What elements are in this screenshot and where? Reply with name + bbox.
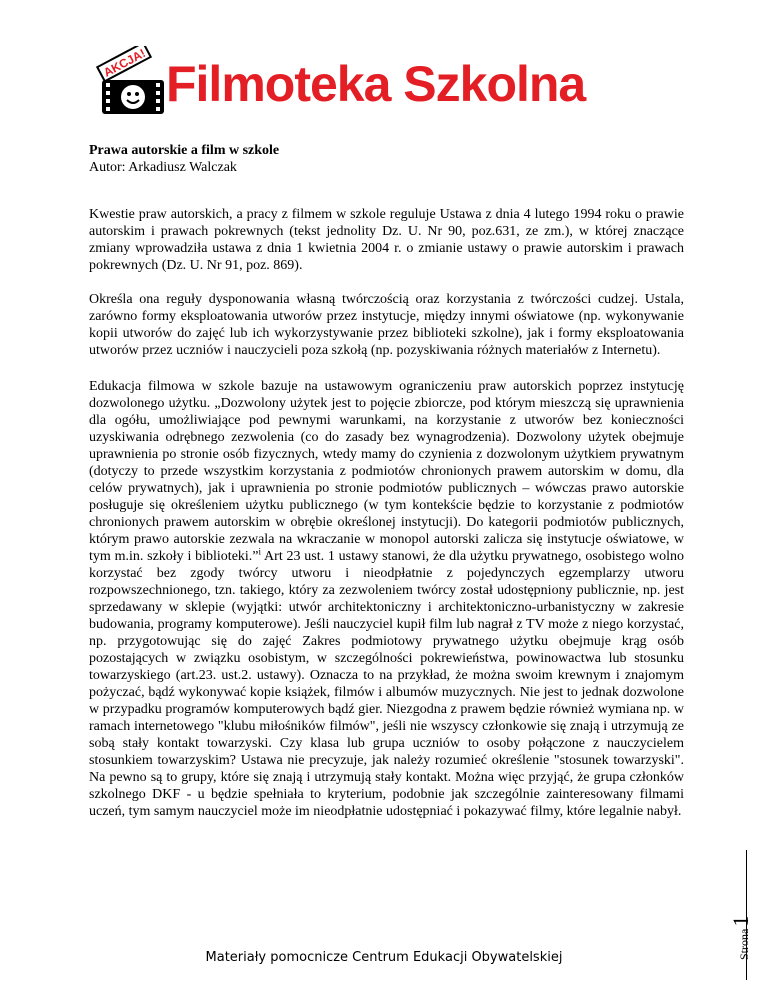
logo-wordmark: Filmoteka Szkolna	[166, 56, 586, 112]
page-number-mark	[724, 850, 753, 980]
page-footer: Materiały pomocnicze Centrum Edukacji Obywatelskiej	[205, 950, 563, 965]
paragraph-1: Kwestie praw autorskich, a pracy z filmem w szkole reguluje Ustawa z dnia 4 lutego 1994 roku o prawie autorskim i prawach pokrewnych (tekst jednolity Dz. U. Nr 90, poz.631, ze zm.), w której znaczące zmiany wprowadziła ustawa z dnia 1 kwietnia 2004 r. o zmianie ustawy o prawie autorskim i prawach pokrewnych (Dz. U. Nr 91, poz. 869).	[89, 207, 684, 273]
footnote-ref[interactable]: i	[258, 546, 262, 557]
document-title: Prawa autorskie a film w szkole	[89, 143, 280, 158]
logo-badge-text: AKCJA!	[101, 46, 148, 80]
paragraph-3	[89, 378, 684, 820]
page-number: 1	[728, 915, 753, 927]
document-author: Autor: Arkadiusz Walczak	[89, 160, 237, 175]
film-camera-emblem-icon	[96, 46, 170, 120]
page-number-rotated	[728, 850, 753, 960]
paragraph-3-part-b: Art 23 ust. 1 ustawy stanowi, że dla użytku prywatnego, osobistego wolno korzystać bez zgody twórcy utworu i nieodpłatnie z pojedynczych egzemplarzy utworu rozpowszechnionego, tzn. takiego, który za zezwoleniem twórcy został udostępniony publicznie, np. jest sprzedawany w sklepie (wyjątki: utwór architektoniczny i architektoniczno-urbanistyczny w zakresie budowania, programy komputerowe). Jeśli nauczyciel kupił film lub nagrał z TV może z niego korzystać, np. przygotowując się do zajęć Zakres podmiotowy prywatnego użytku obejmuje krąg osób pozostających w związku osobistym, w szczególności pokrewieństwa, powinowactwa lub stosunku towarzyskiego (art.23. ust.2. ustawy). Oznacza to na przykład, że można swoim krewnym i znajomym pożyczać, bądź wykonywać kopie książek, filmów i albumów muzycznych. Nie jest to jednak dozwolone w przypadku programów komputerowych bądź gier. Niezgodna z prawem będzie również wymiana np. w ramach internetowego "klubu miłośników filmów", jeśli nie wszyscy członkowie się znają i utrzymują ze sobą stały kontakt towarzyski. Czy klasa lub grupa uczniów to osoby połączone z nauczycielem stosunkiem towarzyskim? Ustawa nie precyzuje, jak należy rozumieć określenie "stosunek towarzyski". Na pewno są to grupy, które się znają i utrzymują stały kontakt. Można więc przyjąć, że grupa członków szkolnego DKF - u będzie spełniała to kryterium, podobnie jak szczególnie zainteresowany filmami uczeń, tym samym nauczyciel może im nieodpłatnie udostępniać i pokazywać filmy, które legalnie nabył.	[89, 549, 684, 819]
paragraph-2: Określa ona reguły dysponowania własną twórczością oraz korzystania z twórczości cudzej. Ustala, zarówno formy eksploatowania utworów przez instytucje, między innymi oświatowe (np. wykonywanie kopii utworów do zajęć lub ich wykorzystywanie przez biblioteki szkolne), jak i formy eksploatowania utworów przez uczniów i nauczycieli poza szkołą (np. pozyskiwania różnych materiałów z Internetu).	[89, 292, 684, 358]
document-heading	[89, 142, 689, 176]
filmoteka-logo	[96, 46, 616, 120]
paragraph-3-part-a: Edukacja filmowa w szkole bazuje na ustawowym ograniczeniu praw autorskich poprzez instytucję dozwolonego użytku. „Dozwolony użytek jest to pojęcie zbiorcze, pod którym mieszczą się uprawnienia dla ogółu, umożliwiające pod pewnymi warunkami, na korzystanie z utworów bez konieczności uzyskiwania odrębnego zezwolenia (co do zasady bez wynagrodzenia). Dozwolony użytek obejmuje uprawnienia po stronie osób fizycznych, wtedy mamy do czynienia z dozwolonym użytkiem prywatnym (dotyczy to przede wszystkim korzystania z podmiotów chronionych prawem autorskim w domu, dla celów prywatnych), jak i uprawnienia po stronie podmiotów publicznych – wówczas prawo autorskie posługuje się określeniem użytku publicznego (w tym kontekście będzie to korzystanie z podmiotów chronionych prawem autorskim w obrębie określonej instytucji). Do kategorii podmiotów publicznych, którym prawo autorskie zezwala na wkraczanie w monopol autorski zalicza się instytucje oświatowe, w tym m.in. szkoły i biblioteki.”	[89, 379, 684, 564]
page-label: Strona	[737, 928, 751, 960]
